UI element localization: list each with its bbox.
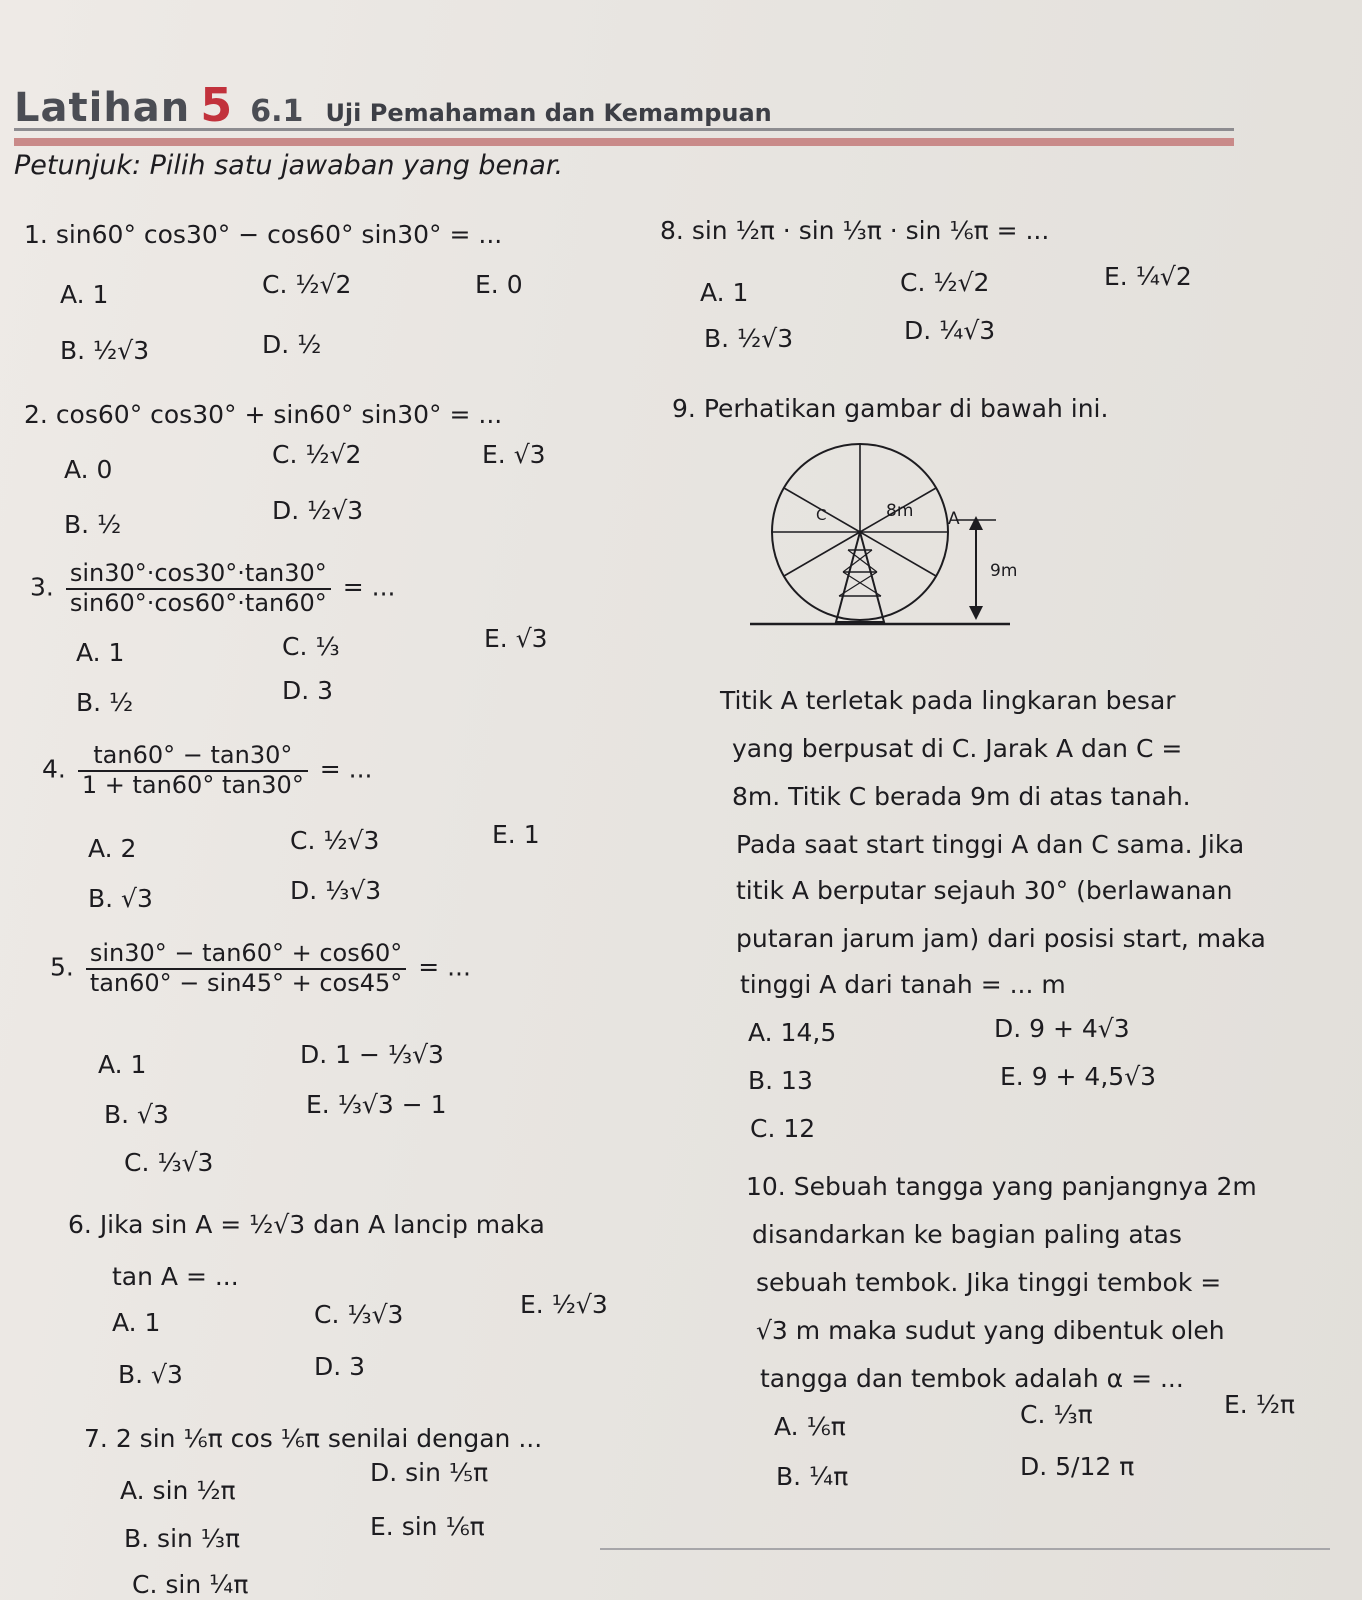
q6-number: 6. <box>68 1210 92 1239</box>
q9-line-1: Titik A terletak pada lingkaran besar <box>720 686 1176 715</box>
q8-stem <box>660 216 1049 245</box>
q7-option-e[interactable]: E. sin ⅙π <box>370 1512 485 1541</box>
q9-number: 9. <box>672 394 696 423</box>
q4-stem <box>42 742 373 799</box>
q8-number: 8. <box>660 216 684 245</box>
q7-stem <box>84 1424 542 1453</box>
q5-number: 5. <box>50 952 74 982</box>
q4-fraction <box>78 742 308 799</box>
q2-option-b[interactable]: B. ½ <box>64 510 122 539</box>
q9-line-6: putaran jarum jam) dari posisi start, maka <box>736 924 1266 953</box>
q10-stem <box>746 1172 1257 1201</box>
q3-numerator: sin30°·cos30°·tan30° <box>66 560 331 590</box>
q4-option-d[interactable]: D. ⅓√3 <box>290 876 382 905</box>
q7-text: 2 sin ⅙π cos ⅙π senilai dengan ... <box>115 1424 543 1453</box>
q9-option-c[interactable]: C. 12 <box>750 1114 816 1143</box>
q9-text: Perhatikan gambar di bawah ini. <box>703 394 1109 423</box>
q9-option-d[interactable]: D. 9 + 4√3 <box>994 1014 1130 1043</box>
q2-option-c[interactable]: C. ½√2 <box>272 440 362 469</box>
q6-option-a[interactable]: A. 1 <box>112 1308 161 1337</box>
q6-option-e[interactable]: E. ½√3 <box>520 1290 608 1319</box>
fig-label-radius: 8m <box>886 501 914 521</box>
q10-number: 10. <box>746 1172 786 1201</box>
q1-option-d[interactable]: D. ½ <box>262 330 322 359</box>
q3-number: 3. <box>30 572 54 602</box>
q6-option-b[interactable]: B. √3 <box>118 1360 183 1389</box>
q2-text: cos60° cos30° + sin60° sin30° = ... <box>55 400 503 429</box>
q5-option-e[interactable]: E. ⅓√3 − 1 <box>306 1090 447 1119</box>
q6-stem <box>68 1210 545 1239</box>
q7-option-a[interactable]: A. sin ½π <box>120 1476 236 1505</box>
wheel-spoke <box>860 532 936 576</box>
q1-text: sin60° cos30° − cos60° sin30° = ... <box>55 220 503 249</box>
q7-option-c[interactable]: C. sin ¼π <box>132 1570 249 1599</box>
q2-option-a[interactable]: A. 0 <box>64 455 113 484</box>
fig-label-height: 9m <box>990 561 1018 581</box>
q7-number: 7. <box>84 1424 108 1453</box>
q5-tail: = ... <box>418 952 471 982</box>
q4-numerator: tan60° − tan30° <box>78 742 308 772</box>
q2-number: 2. <box>24 400 48 429</box>
q4-denominator: 1 + tan60° tan30° <box>81 770 304 799</box>
q8-option-b[interactable]: B. ½√3 <box>704 324 794 353</box>
q1-option-b[interactable]: B. ½√3 <box>60 336 150 365</box>
q6-option-c[interactable]: C. ⅓√3 <box>314 1300 404 1329</box>
header-subtitle: Uji Pemahaman dan Kemampuan <box>325 99 772 127</box>
q3-stem <box>30 560 395 617</box>
q4-option-e[interactable]: E. 1 <box>492 820 540 849</box>
q1-option-c[interactable]: C. ½√2 <box>262 270 352 299</box>
header <box>14 78 772 138</box>
q2-option-e[interactable]: E. √3 <box>482 440 546 469</box>
q4-option-a[interactable]: A. 2 <box>88 834 137 863</box>
footer-rule <box>600 1548 1330 1550</box>
q10-line-2: disandarkan ke bagian paling atas <box>752 1220 1182 1249</box>
q5-option-d[interactable]: D. 1 − ⅓√3 <box>300 1040 444 1069</box>
q9-line-5: titik A berputar sejauh 30° (berlawanan <box>736 876 1233 905</box>
q3-option-a[interactable]: A. 1 <box>76 638 125 667</box>
q3-tail: = ... <box>342 572 396 602</box>
q9-option-a[interactable]: A. 14,5 <box>748 1018 837 1047</box>
q9-line-2: yang berpusat di C. Jarak A dan C = <box>732 734 1183 763</box>
q10-line-4: √3 m maka sudut yang dibentuk oleh <box>756 1316 1225 1345</box>
q10-line-3: sebuah tembok. Jika tinggi tembok = <box>756 1268 1222 1297</box>
q9-option-b[interactable]: B. 13 <box>748 1066 813 1095</box>
q6-text2: tan A = ... <box>112 1262 239 1291</box>
q5-option-b[interactable]: B. √3 <box>104 1100 169 1129</box>
q7-option-d[interactable]: D. sin ⅕π <box>370 1458 489 1487</box>
q5-stem <box>50 940 471 997</box>
wheel-spoke <box>784 532 860 576</box>
fig-label-c: C <box>816 506 827 524</box>
q10-option-b[interactable]: B. ¼π <box>776 1462 849 1491</box>
q1-option-e[interactable]: E. 0 <box>475 270 523 299</box>
q3-option-b[interactable]: B. ½ <box>76 688 134 717</box>
q3-fraction <box>66 560 331 617</box>
q9-line-4: Pada saat start tinggi A dan C sama. Jika <box>736 830 1245 859</box>
q3-option-e[interactable]: E. √3 <box>484 624 548 653</box>
header-number: 5 <box>200 78 233 132</box>
q3-option-d[interactable]: D. 3 <box>282 676 334 705</box>
header-title: Latihan <box>14 85 191 131</box>
q10-option-c[interactable]: C. ⅓π <box>1020 1400 1093 1429</box>
q10-line-1: Sebuah tangga yang panjangnya 2m <box>793 1172 1257 1201</box>
q7-option-b[interactable]: B. sin ⅓π <box>124 1524 241 1553</box>
q1-stem <box>24 220 502 249</box>
q8-option-c[interactable]: C. ½√2 <box>900 268 990 297</box>
q5-fraction <box>86 940 406 997</box>
q9-line-3: 8m. Titik C berada 9m di atas tanah. <box>732 782 1191 811</box>
q4-option-b[interactable]: B. √3 <box>88 884 153 913</box>
header-code: 6.1 <box>250 94 304 129</box>
q8-text: sin ½π · sin ⅓π · sin ⅙π = ... <box>691 216 1050 245</box>
q9-line-7: tinggi A dari tanah = ... m <box>740 970 1066 999</box>
q5-option-a[interactable]: A. 1 <box>98 1050 147 1079</box>
q8-option-e[interactable]: E. ¼√2 <box>1104 262 1192 291</box>
q1-number: 1. <box>24 220 48 249</box>
q1-option-a[interactable]: A. 1 <box>60 280 109 309</box>
q5-numerator: sin30° − tan60° + cos60° <box>86 940 406 970</box>
q6-text: Jika sin A = ½√3 dan A lancip maka <box>99 1210 545 1239</box>
q2-stem <box>24 400 502 429</box>
q8-option-d[interactable]: D. ¼√3 <box>904 316 996 345</box>
q10-line-5: tangga dan tembok adalah α = ... <box>760 1364 1184 1393</box>
ferris-wheel-figure <box>740 432 1030 652</box>
q8-option-a[interactable]: A. 1 <box>700 278 749 307</box>
tower <box>836 532 884 622</box>
q9-option-e[interactable]: E. 9 + 4,5√3 <box>1000 1062 1157 1091</box>
q5-denominator: tan60° − sin45° + cos45° <box>89 968 403 997</box>
q6-option-d[interactable]: D. 3 <box>314 1352 366 1381</box>
q3-option-c[interactable]: C. ⅓ <box>282 632 340 661</box>
instruction: Petunjuk: Pilih satu jawaban yang benar. <box>14 150 564 181</box>
q3-denominator: sin60°·cos60°·tan60° <box>69 588 327 617</box>
q4-tail: = ... <box>319 754 373 784</box>
q2-option-d[interactable]: D. ½√3 <box>272 496 364 525</box>
q10-option-d[interactable]: D. 5/12 π <box>1020 1452 1135 1481</box>
fig-label-a: A <box>948 509 960 529</box>
q4-option-c[interactable]: C. ½√3 <box>290 826 380 855</box>
q5-option-c[interactable]: C. ⅓√3 <box>124 1148 214 1177</box>
q10-option-e[interactable]: E. ½π <box>1224 1390 1295 1419</box>
header-rule <box>14 138 1234 146</box>
q4-number: 4. <box>42 754 66 784</box>
q10-option-a[interactable]: A. ⅙π <box>774 1412 846 1441</box>
q9-stem <box>672 394 1108 423</box>
